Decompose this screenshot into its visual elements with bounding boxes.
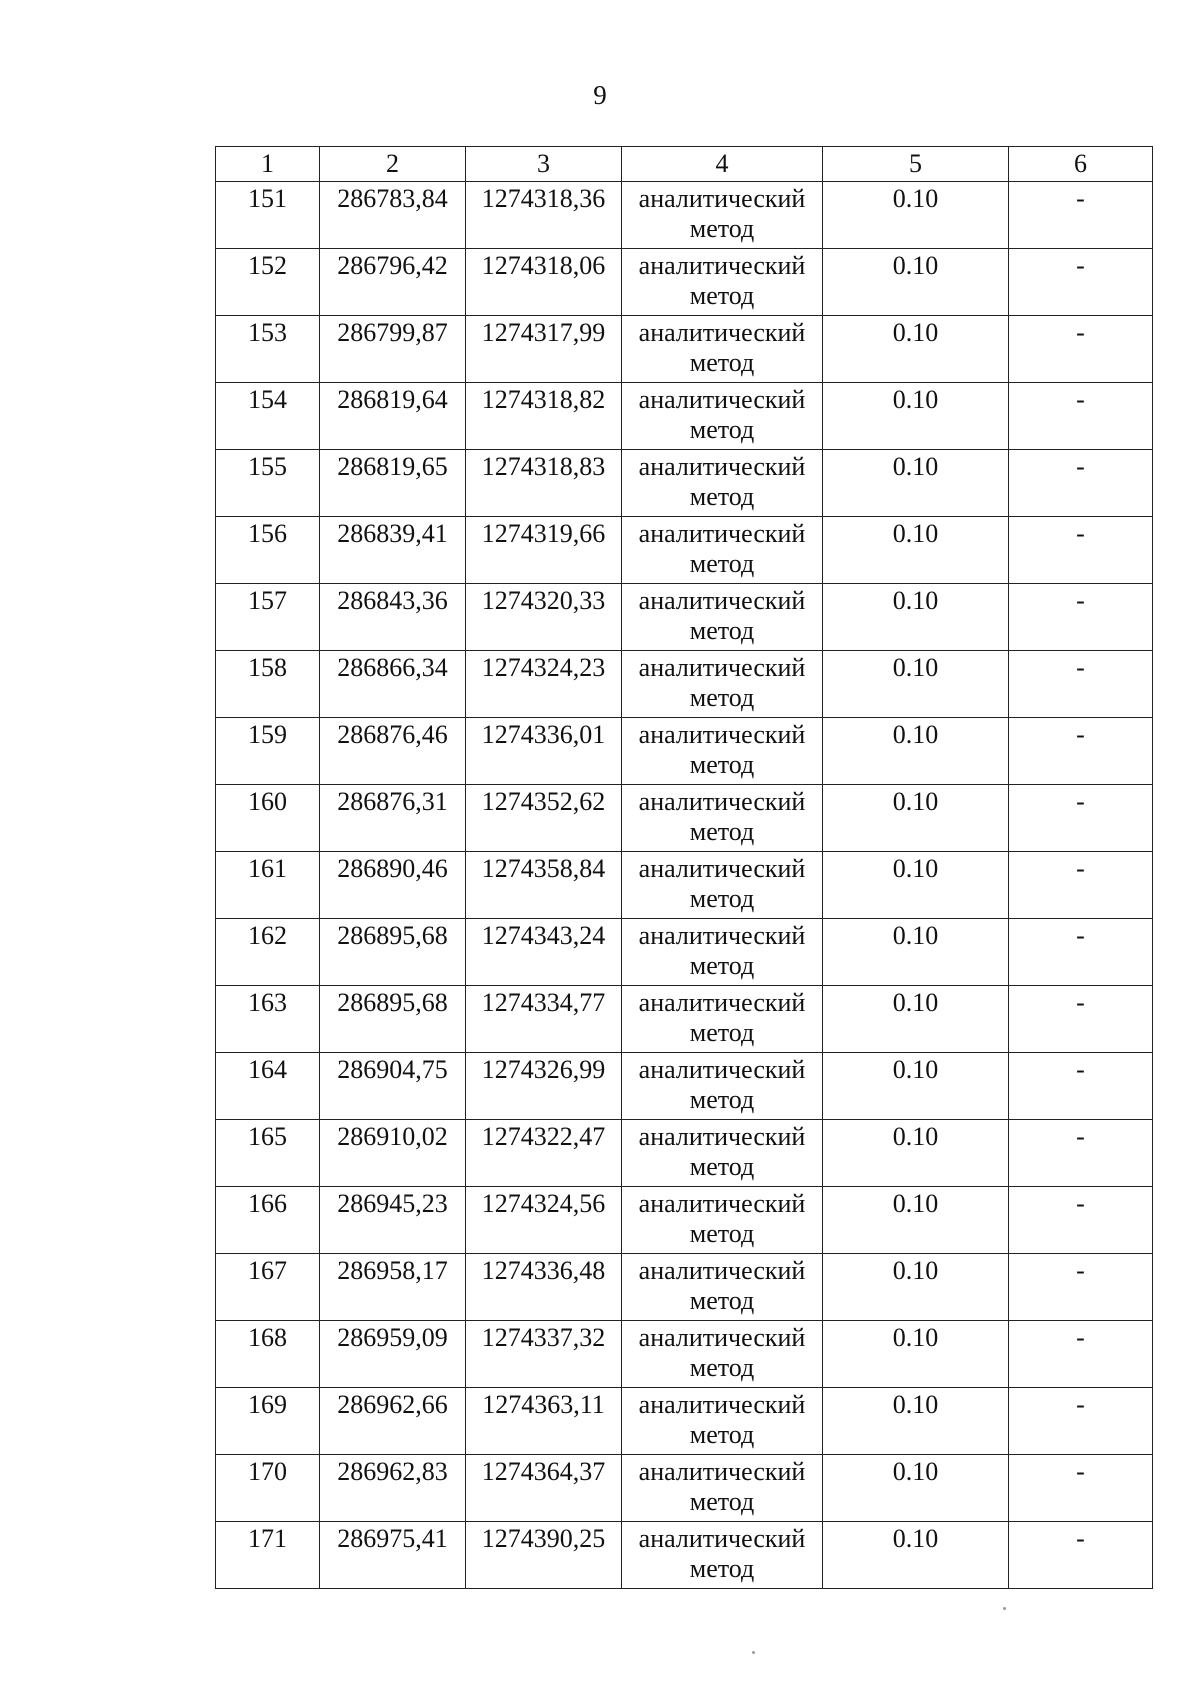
method-cell <box>622 986 823 1053</box>
table-row <box>216 1321 1153 1388</box>
point-number-cell: 169 <box>216 1388 320 1455</box>
accuracy-cell: 0.10 <box>823 1522 1009 1589</box>
note-cell: - <box>1009 316 1153 383</box>
note-cell: - <box>1009 718 1153 785</box>
point-number-cell: 164 <box>216 1053 320 1120</box>
method-cell <box>622 1254 823 1321</box>
method-cell <box>622 919 823 986</box>
table-row <box>216 651 1153 718</box>
method-cell <box>622 651 823 718</box>
method-line-1: аналитический <box>638 921 806 950</box>
method-cell <box>622 584 823 651</box>
table-row <box>216 986 1153 1053</box>
method-cell <box>622 517 823 584</box>
y-coordinate-cell: 1274320,33 <box>466 584 622 651</box>
method-line-2: метод <box>689 1420 755 1449</box>
method-line-1: аналитический <box>638 1055 806 1084</box>
x-coordinate-cell: 286819,65 <box>320 450 466 517</box>
note-cell: - <box>1009 785 1153 852</box>
y-coordinate-cell: 1274319,66 <box>466 517 622 584</box>
table-row <box>216 1388 1153 1455</box>
point-number-cell: 171 <box>216 1522 320 1589</box>
column-header-5: 5 <box>823 147 1009 182</box>
point-number-cell: 157 <box>216 584 320 651</box>
y-coordinate-cell: 1274334,77 <box>466 986 622 1053</box>
y-coordinate-cell: 1274336,01 <box>466 718 622 785</box>
x-coordinate-cell: 286959,09 <box>320 1321 466 1388</box>
method-cell <box>622 1053 823 1120</box>
note-cell: - <box>1009 517 1153 584</box>
table-row <box>216 919 1153 986</box>
method-line-1: аналитический <box>638 385 806 414</box>
table-row <box>216 249 1153 316</box>
method-line-1: аналитический <box>638 1524 806 1553</box>
accuracy-cell: 0.10 <box>823 1053 1009 1120</box>
note-cell: - <box>1009 450 1153 517</box>
method-line-2: метод <box>689 1286 755 1315</box>
point-number-cell: 163 <box>216 986 320 1053</box>
note-cell: - <box>1009 249 1153 316</box>
point-number-cell: 152 <box>216 249 320 316</box>
table-row <box>216 182 1153 249</box>
method-line-1: аналитический <box>638 1457 806 1486</box>
method-cell <box>622 1455 823 1522</box>
method-cell <box>622 1321 823 1388</box>
method-cell <box>622 852 823 919</box>
accuracy-cell: 0.10 <box>823 986 1009 1053</box>
method-line-1: аналитический <box>638 720 806 749</box>
x-coordinate-cell: 286866,34 <box>320 651 466 718</box>
point-number-cell: 156 <box>216 517 320 584</box>
x-coordinate-cell: 286962,83 <box>320 1455 466 1522</box>
method-cell <box>622 718 823 785</box>
accuracy-cell: 0.10 <box>823 919 1009 986</box>
scan-speck <box>1003 1607 1006 1610</box>
column-header-2: 2 <box>320 147 466 182</box>
accuracy-cell: 0.10 <box>823 1254 1009 1321</box>
column-header-6: 6 <box>1009 147 1153 182</box>
x-coordinate-cell: 286895,68 <box>320 919 466 986</box>
y-coordinate-cell: 1274318,36 <box>466 182 622 249</box>
x-coordinate-cell: 286958,17 <box>320 1254 466 1321</box>
x-coordinate-cell: 286910,02 <box>320 1120 466 1187</box>
x-coordinate-cell: 286819,64 <box>320 383 466 450</box>
note-cell: - <box>1009 1187 1153 1254</box>
y-coordinate-cell: 1274318,06 <box>466 249 622 316</box>
point-number-cell: 158 <box>216 651 320 718</box>
point-number-cell: 166 <box>216 1187 320 1254</box>
header-row <box>216 147 1153 182</box>
point-number-cell: 153 <box>216 316 320 383</box>
method-line-1: аналитический <box>638 988 806 1017</box>
method-line-2: метод <box>689 1487 755 1516</box>
x-coordinate-cell: 286890,46 <box>320 852 466 919</box>
note-cell: - <box>1009 1120 1153 1187</box>
point-number-cell: 161 <box>216 852 320 919</box>
table-row <box>216 450 1153 517</box>
method-line-2: метод <box>689 1219 755 1248</box>
note-cell: - <box>1009 919 1153 986</box>
method-line-2: метод <box>689 348 755 377</box>
accuracy-cell: 0.10 <box>823 182 1009 249</box>
accuracy-cell: 0.10 <box>823 718 1009 785</box>
accuracy-cell: 0.10 <box>823 316 1009 383</box>
method-line-2: метод <box>689 415 755 444</box>
method-line-2: метод <box>689 884 755 913</box>
point-number-cell: 155 <box>216 450 320 517</box>
x-coordinate-cell: 286843,36 <box>320 584 466 651</box>
x-coordinate-cell: 286783,84 <box>320 182 466 249</box>
x-coordinate-cell: 286975,41 <box>320 1522 466 1589</box>
point-number-cell: 167 <box>216 1254 320 1321</box>
note-cell: - <box>1009 651 1153 718</box>
y-coordinate-cell: 1274317,99 <box>466 316 622 383</box>
note-cell: - <box>1009 383 1153 450</box>
method-cell <box>622 1522 823 1589</box>
method-cell <box>622 316 823 383</box>
accuracy-cell: 0.10 <box>823 1120 1009 1187</box>
accuracy-cell: 0.10 <box>823 1321 1009 1388</box>
table-row <box>216 383 1153 450</box>
y-coordinate-cell: 1274324,23 <box>466 651 622 718</box>
accuracy-cell: 0.10 <box>823 852 1009 919</box>
method-line-1: аналитический <box>638 452 806 481</box>
method-line-2: метод <box>689 482 755 511</box>
point-number-cell: 154 <box>216 383 320 450</box>
note-cell: - <box>1009 1455 1153 1522</box>
accuracy-cell: 0.10 <box>823 1187 1009 1254</box>
method-line-1: аналитический <box>638 1256 806 1285</box>
note-cell: - <box>1009 986 1153 1053</box>
method-line-2: метод <box>689 1018 755 1047</box>
page-number: 9 <box>593 80 607 110</box>
method-line-2: метод <box>689 281 755 310</box>
y-coordinate-cell: 1274324,56 <box>466 1187 622 1254</box>
table-row <box>216 316 1153 383</box>
accuracy-cell: 0.10 <box>823 785 1009 852</box>
table-row <box>216 584 1153 651</box>
method-cell <box>622 182 823 249</box>
table-row <box>216 517 1153 584</box>
y-coordinate-cell: 1274363,11 <box>466 1388 622 1455</box>
method-cell <box>622 1388 823 1455</box>
x-coordinate-cell: 286895,68 <box>320 986 466 1053</box>
method-cell <box>622 1120 823 1187</box>
x-coordinate-cell: 286962,66 <box>320 1388 466 1455</box>
method-line-1: аналитический <box>638 318 806 347</box>
x-coordinate-cell: 286876,46 <box>320 718 466 785</box>
y-coordinate-cell: 1274343,24 <box>466 919 622 986</box>
method-cell <box>622 249 823 316</box>
method-line-1: аналитический <box>638 586 806 615</box>
method-line-1: аналитический <box>638 854 806 883</box>
y-coordinate-cell: 1274352,62 <box>466 785 622 852</box>
method-line-2: метод <box>689 817 755 846</box>
method-line-2: метод <box>689 750 755 779</box>
method-line-1: аналитический <box>638 787 806 816</box>
table-row <box>216 1053 1153 1120</box>
coordinates-table <box>215 146 1153 1589</box>
point-number-cell: 165 <box>216 1120 320 1187</box>
method-line-2: метод <box>689 1085 755 1114</box>
method-cell <box>622 1187 823 1254</box>
method-line-2: метод <box>689 683 755 712</box>
accuracy-cell: 0.10 <box>823 651 1009 718</box>
method-cell <box>622 383 823 450</box>
table-row <box>216 718 1153 785</box>
note-cell: - <box>1009 182 1153 249</box>
method-cell <box>622 450 823 517</box>
accuracy-cell: 0.10 <box>823 517 1009 584</box>
y-coordinate-cell: 1274326,99 <box>466 1053 622 1120</box>
method-line-2: метод <box>689 1152 755 1181</box>
note-cell: - <box>1009 1321 1153 1388</box>
note-cell: - <box>1009 584 1153 651</box>
x-coordinate-cell: 286839,41 <box>320 517 466 584</box>
note-cell: - <box>1009 1388 1153 1455</box>
table-header <box>216 147 1153 182</box>
table-row <box>216 1187 1153 1254</box>
note-cell: - <box>1009 1254 1153 1321</box>
point-number-cell: 151 <box>216 182 320 249</box>
method-line-1: аналитический <box>638 653 806 682</box>
method-line-1: аналитический <box>638 1390 806 1419</box>
point-number-cell: 162 <box>216 919 320 986</box>
y-coordinate-cell: 1274364,37 <box>466 1455 622 1522</box>
y-coordinate-cell: 1274336,48 <box>466 1254 622 1321</box>
method-line-2: метод <box>689 616 755 645</box>
method-line-1: аналитический <box>638 1122 806 1151</box>
note-cell: - <box>1009 1053 1153 1120</box>
point-number-cell: 168 <box>216 1321 320 1388</box>
table-row <box>216 1254 1153 1321</box>
accuracy-cell: 0.10 <box>823 450 1009 517</box>
table-row <box>216 1522 1153 1589</box>
scan-speck <box>752 1651 755 1654</box>
accuracy-cell: 0.10 <box>823 1455 1009 1522</box>
point-number-cell: 170 <box>216 1455 320 1522</box>
accuracy-cell: 0.10 <box>823 249 1009 316</box>
method-line-1: аналитический <box>638 184 806 213</box>
method-line-1: аналитический <box>638 519 806 548</box>
y-coordinate-cell: 1274337,32 <box>466 1321 622 1388</box>
accuracy-cell: 0.10 <box>823 1388 1009 1455</box>
point-number-cell: 160 <box>216 785 320 852</box>
x-coordinate-cell: 286876,31 <box>320 785 466 852</box>
y-coordinate-cell: 1274390,25 <box>466 1522 622 1589</box>
x-coordinate-cell: 286799,87 <box>320 316 466 383</box>
y-coordinate-cell: 1274318,82 <box>466 383 622 450</box>
method-line-2: метод <box>689 214 755 243</box>
table-body <box>216 182 1153 1589</box>
method-cell <box>622 785 823 852</box>
y-coordinate-cell: 1274318,83 <box>466 450 622 517</box>
column-header-1: 1 <box>216 147 320 182</box>
accuracy-cell: 0.10 <box>823 584 1009 651</box>
method-line-2: метод <box>689 951 755 980</box>
column-header-3: 3 <box>466 147 622 182</box>
note-cell: - <box>1009 1522 1153 1589</box>
method-line-2: метод <box>689 1554 755 1583</box>
table-row <box>216 785 1153 852</box>
table-row <box>216 1455 1153 1522</box>
accuracy-cell: 0.10 <box>823 383 1009 450</box>
column-header-4: 4 <box>622 147 823 182</box>
method-line-1: аналитический <box>638 251 806 280</box>
x-coordinate-cell: 286796,42 <box>320 249 466 316</box>
method-line-2: метод <box>689 549 755 578</box>
x-coordinate-cell: 286904,75 <box>320 1053 466 1120</box>
x-coordinate-cell: 286945,23 <box>320 1187 466 1254</box>
point-number-cell: 159 <box>216 718 320 785</box>
y-coordinate-cell: 1274322,47 <box>466 1120 622 1187</box>
table-row <box>216 852 1153 919</box>
method-line-1: аналитический <box>638 1189 806 1218</box>
table-row <box>216 1120 1153 1187</box>
y-coordinate-cell: 1274358,84 <box>466 852 622 919</box>
method-line-2: метод <box>689 1353 755 1382</box>
note-cell: - <box>1009 852 1153 919</box>
method-line-1: аналитический <box>638 1323 806 1352</box>
